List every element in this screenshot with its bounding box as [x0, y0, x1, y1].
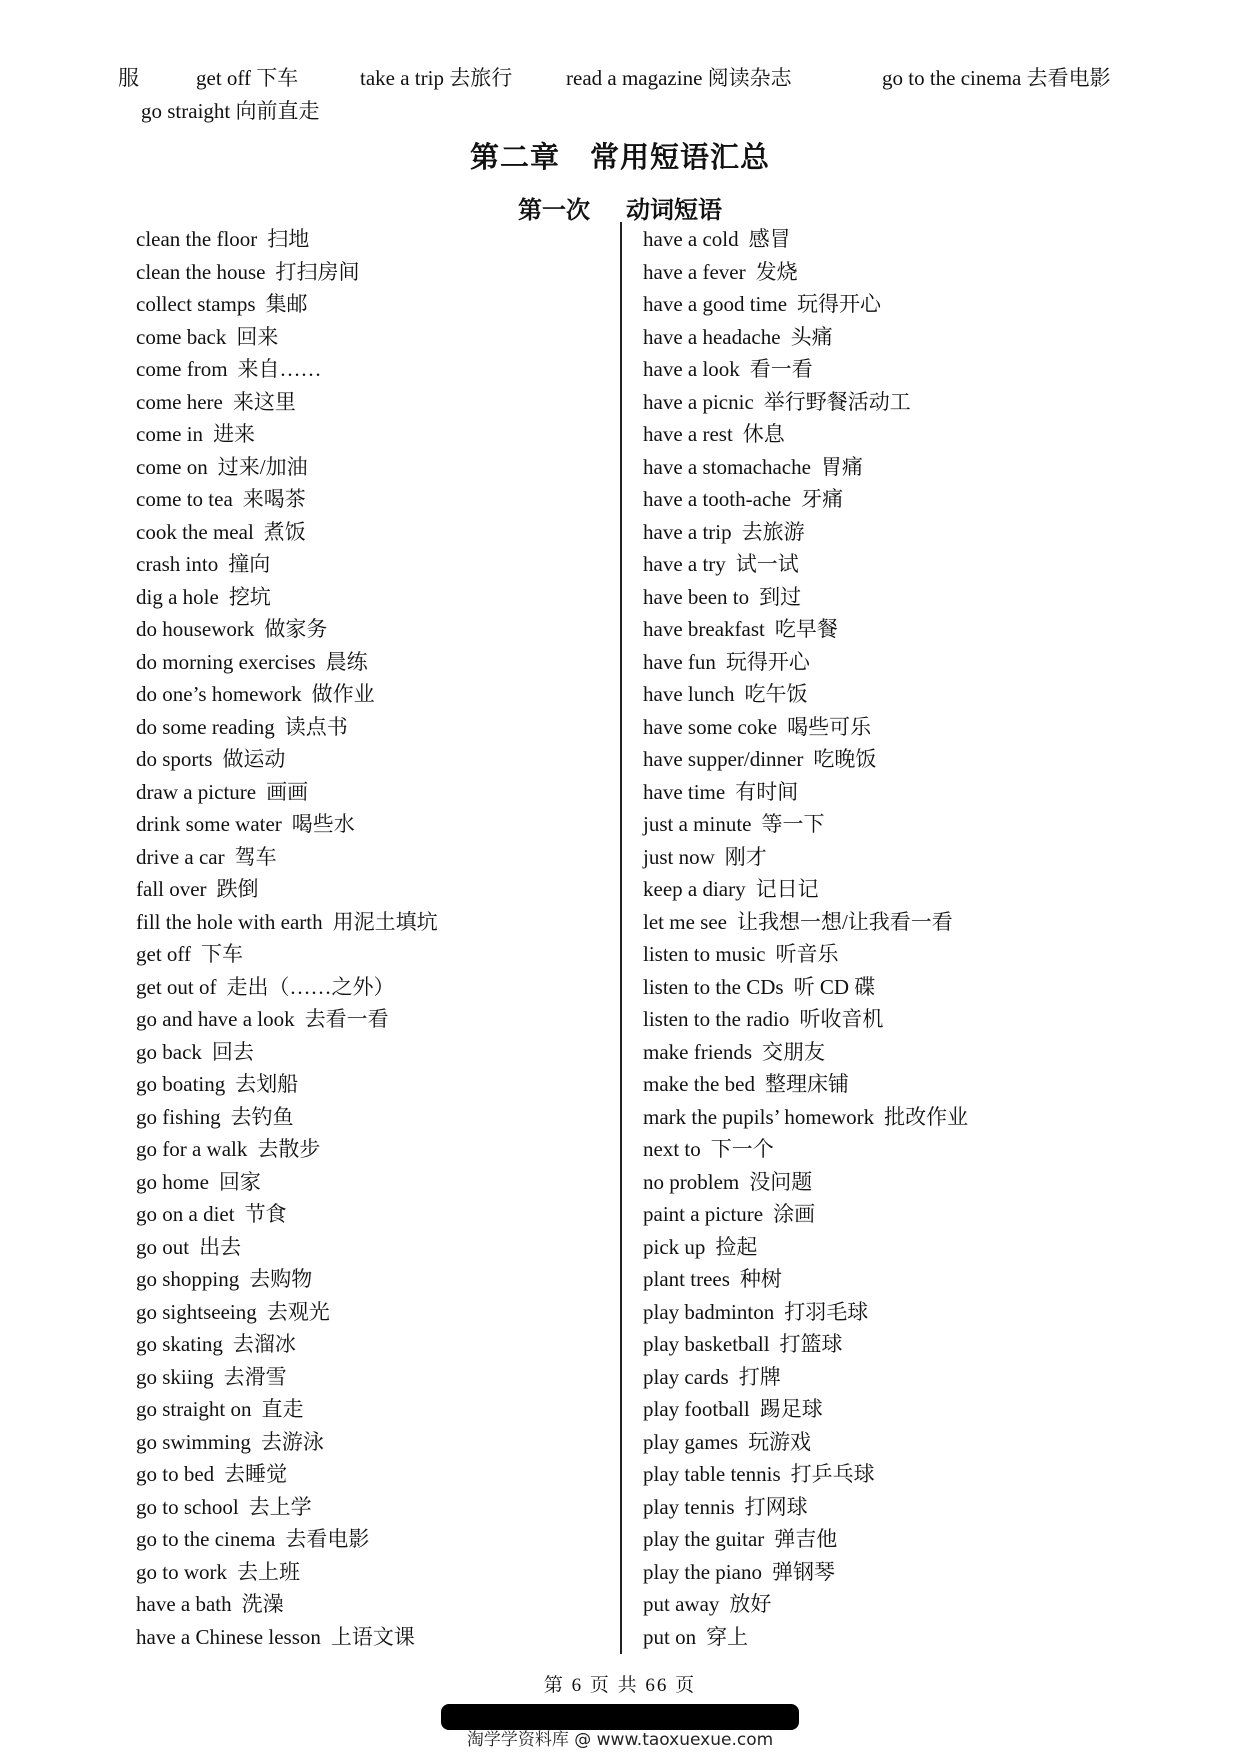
phrase-english: have a try: [643, 552, 726, 576]
phrase-english: play cards: [643, 1364, 729, 1389]
phrase-item: [643, 1231, 1143, 1264]
phrase-chinese: 打乒乓球: [790, 1462, 875, 1486]
phrase-english: come to tea: [136, 487, 233, 511]
page-number: 第 6 页 共 66 页: [543, 1675, 697, 1696]
phrase-item: [643, 1068, 1143, 1101]
phrase-item: [643, 386, 1143, 419]
phrase-english: do housework: [136, 617, 255, 641]
phrase-english: make friends: [643, 1039, 753, 1064]
phrase-english: have a good time: [643, 292, 788, 316]
phrase-chinese: 打网球: [744, 1494, 808, 1519]
phrase-item: [643, 1426, 1143, 1459]
phrase-english: do one’s homework: [136, 682, 302, 706]
phrase-english: dig a hole: [136, 584, 219, 609]
phrase-chinese: 回来: [236, 324, 279, 349]
phrase-item: [643, 581, 1143, 614]
phrase-english: collect stamps: [136, 292, 256, 316]
phrase-item: [643, 483, 1143, 516]
phrase-item: [643, 1198, 1143, 1231]
phrase-chinese: 去钓鱼: [230, 1104, 294, 1129]
top-item: take a trip 去旅行: [360, 66, 513, 90]
phrase-item: [136, 223, 636, 256]
phrase-item: [136, 1003, 636, 1036]
phrase-chinese: 用泥土填坑: [332, 909, 438, 934]
phrase-english: have a rest: [643, 422, 733, 446]
phrase-item: [136, 288, 636, 321]
phrase-item: [136, 483, 636, 516]
phrase-item: [136, 1101, 636, 1134]
phrase-item: [136, 321, 636, 354]
phrase-item: [643, 1328, 1143, 1361]
phrase-item: [643, 873, 1143, 906]
phrase-chinese: 撞向: [228, 552, 271, 576]
previous-page-tail: [0, 62, 1240, 92]
phrase-item: [643, 516, 1143, 549]
phrase-chinese: 捡起: [715, 1234, 758, 1259]
phrase-chinese: 晨练: [325, 649, 368, 674]
phrase-english: have lunch: [643, 682, 735, 706]
phrase-chinese: 煮饭: [263, 519, 306, 544]
phrase-item: [136, 938, 636, 971]
phrase-english: come from: [136, 357, 228, 381]
phrase-english: pick up: [643, 1234, 706, 1259]
top-item: read a magazine 阅读杂志: [566, 66, 792, 90]
phrase-chinese: 牙痛: [801, 487, 844, 511]
phrase-item: [643, 1361, 1143, 1394]
phrase-chinese: 玩游戏: [748, 1429, 812, 1454]
phrase-chinese: 头痛: [790, 324, 833, 349]
phrase-chinese: 弹吉他: [774, 1527, 838, 1551]
phrase-item: [136, 873, 636, 906]
phrase-english: make the bed: [643, 1072, 755, 1096]
phrase-item: [643, 1491, 1143, 1524]
phrase-chinese: 听 CD 碟: [793, 974, 876, 999]
phrase-chinese: 试一试: [735, 552, 799, 576]
phrase-english: go to bed: [136, 1462, 215, 1486]
phrase-item: [643, 711, 1143, 744]
phrase-chinese: 休息: [742, 422, 785, 446]
phrase-item: [643, 1263, 1143, 1296]
phrase-chinese: 去睡觉: [224, 1462, 288, 1486]
phrase-english: mark the pupils’ homework: [643, 1104, 875, 1129]
phrase-english: have a fever: [643, 259, 746, 284]
phrase-item: [136, 971, 636, 1004]
phrase-item: [136, 808, 636, 841]
phrase-chinese: 下一个: [710, 1137, 774, 1161]
phrase-chinese: 玩得开心: [797, 292, 882, 316]
phrase-item: [136, 386, 636, 419]
phrase-chinese: 上语文课: [330, 1624, 415, 1649]
phrase-item: [136, 1523, 636, 1556]
phrase-item: [136, 1556, 636, 1589]
phrase-english: play games: [643, 1429, 739, 1454]
phrase-chinese: 感冒: [748, 227, 791, 251]
phrase-item: [643, 808, 1143, 841]
phrase-english: put on: [643, 1624, 697, 1649]
phrase-chinese: 发烧: [755, 259, 798, 284]
phrase-chinese: 过来/加油: [217, 454, 308, 479]
phrase-chinese: 去上班: [237, 1559, 300, 1584]
phrase-item: [136, 581, 636, 614]
phrase-item: [643, 321, 1143, 354]
phrase-chinese: 去购物: [249, 1267, 313, 1291]
phrase-english: come on: [136, 454, 208, 479]
phrase-english: go swimming: [136, 1429, 251, 1454]
left-phrase-column: [136, 223, 636, 1653]
phrase-english: keep a diary: [643, 877, 746, 901]
phrase-chinese: 去滑雪: [223, 1364, 287, 1389]
phrase-english: have a look: [643, 357, 740, 381]
phrase-english: go to school: [136, 1494, 239, 1519]
phrase-chinese: 挖坑: [228, 584, 271, 609]
phrase-chinese: 有时间: [735, 779, 799, 804]
phrase-item: [136, 516, 636, 549]
top-item: go to the cinema 去看电影: [882, 66, 1111, 90]
phrase-item: [136, 1361, 636, 1394]
phrase-english: clean the floor: [136, 227, 258, 251]
phrase-english: go on a diet: [136, 1202, 235, 1226]
phrase-item: [643, 256, 1143, 289]
phrase-english: have fun: [643, 649, 716, 674]
phrase-chinese: 种树: [739, 1267, 782, 1291]
phrase-chinese: 吃晚饭: [813, 747, 877, 771]
phrase-item: [136, 646, 636, 679]
phrase-chinese: 放好: [729, 1592, 772, 1616]
phrase-english: play the guitar: [643, 1527, 765, 1551]
phrase-chinese: 进来: [213, 422, 256, 446]
phrase-item: [136, 1491, 636, 1524]
phrase-english: go home: [136, 1169, 209, 1194]
phrase-chinese: 去散步: [257, 1137, 321, 1161]
phrase-chinese: 去看一看: [304, 1007, 389, 1031]
phrase-english: have a trip: [643, 519, 732, 544]
top-item: go straight 向前直走: [141, 99, 320, 123]
phrase-english: just now: [643, 844, 715, 869]
phrase-chinese: 记日记: [755, 877, 819, 901]
phrase-english: no problem: [643, 1169, 740, 1194]
phrase-item: [136, 613, 636, 646]
phrase-english: come back: [136, 324, 227, 349]
phrase-chinese: 吃早餐: [774, 617, 838, 641]
phrase-english: do some reading: [136, 714, 275, 739]
phrase-chinese: 去看电影: [285, 1527, 370, 1551]
phrase-chinese: 看一看: [749, 357, 813, 381]
phrase-item: [136, 711, 636, 744]
phrase-english: crash into: [136, 552, 219, 576]
phrase-chinese: 回去: [211, 1039, 254, 1064]
phrase-english: fall over: [136, 877, 207, 901]
phrase-chinese: 集邮: [265, 292, 308, 316]
phrase-english: have breakfast: [643, 617, 765, 641]
phrase-item: [136, 841, 636, 874]
phrase-english: go fishing: [136, 1104, 221, 1129]
phrase-item: [136, 418, 636, 451]
phrase-chinese: 直走: [261, 1397, 304, 1421]
phrase-chinese: 胃痛: [820, 454, 863, 479]
phrase-chinese: 来自……: [237, 357, 322, 381]
phrase-item: [136, 1133, 636, 1166]
phrase-chinese: 批改作业: [884, 1104, 969, 1129]
phrase-item: [136, 1426, 636, 1459]
phrase-item: [643, 353, 1143, 386]
phrase-chinese: 涂画: [773, 1202, 816, 1226]
phrase-item: [136, 1068, 636, 1101]
phrase-item: [643, 1393, 1143, 1426]
phrase-chinese: 听音乐: [775, 942, 839, 966]
phrase-item: [136, 776, 636, 809]
phrase-chinese: 做运动: [222, 747, 286, 771]
phrase-chinese: 让我想一想/让我看一看: [736, 909, 953, 934]
phrase-english: have a bath: [136, 1592, 232, 1616]
phrase-item: [136, 1263, 636, 1296]
phrase-chinese: 洗澡: [241, 1592, 284, 1616]
phrase-chinese: 弹钢琴: [771, 1559, 835, 1584]
phrase-chinese: 穿上: [706, 1624, 749, 1649]
section-number: 第一次: [518, 198, 590, 224]
phrase-english: have a Chinese lesson: [136, 1624, 321, 1649]
phrase-item: [136, 1036, 636, 1069]
phrase-chinese: 读点书: [284, 714, 348, 739]
phrase-english: play table tennis: [643, 1462, 781, 1486]
phrase-english: do sports: [136, 747, 213, 771]
phrase-english: do morning exercises: [136, 649, 316, 674]
phrase-item: [136, 1296, 636, 1329]
column-divider: [620, 222, 622, 1654]
phrase-english: cook the meal: [136, 519, 254, 544]
phrase-item: [136, 1328, 636, 1361]
phrase-item: [136, 451, 636, 484]
phrase-chinese: 去旅游: [741, 519, 805, 544]
phrase-item: [643, 906, 1143, 939]
phrase-english: go straight on: [136, 1397, 252, 1421]
phrase-english: go out: [136, 1234, 190, 1259]
phrase-english: play tennis: [643, 1494, 735, 1519]
phrase-english: play badminton: [643, 1299, 775, 1324]
phrase-english: put away: [643, 1592, 720, 1616]
phrase-chinese: 去上学: [248, 1494, 312, 1519]
phrase-item: [643, 1003, 1143, 1036]
phrase-english: clean the house: [136, 259, 266, 284]
phrase-chinese: 刚才: [724, 844, 767, 869]
phrase-item: [643, 1166, 1143, 1199]
phrase-item: [136, 743, 636, 776]
phrase-english: drive a car: [136, 844, 225, 869]
phrase-chinese: 听收音机: [799, 1007, 884, 1031]
phrase-item: [136, 548, 636, 581]
phrase-english: go sightseeing: [136, 1299, 257, 1324]
phrase-chinese: 整理床铺: [764, 1072, 849, 1096]
phrase-chinese: 来这里: [232, 389, 296, 414]
right-phrase-column: [643, 223, 1143, 1653]
phrase-item: [643, 1588, 1143, 1621]
phrase-english: have time: [643, 779, 726, 804]
phrase-chinese: 回家: [218, 1169, 261, 1194]
section-title: [0, 190, 1240, 225]
phrase-item: [643, 1133, 1143, 1166]
phrase-item: [643, 1458, 1143, 1491]
phrase-item: [643, 971, 1143, 1004]
phrase-item: [136, 1231, 636, 1264]
phrase-item: [136, 1393, 636, 1426]
phrase-english: listen to the radio: [643, 1007, 790, 1031]
phrase-item: [643, 288, 1143, 321]
phrase-item: [643, 678, 1143, 711]
phrase-chinese: 到过: [759, 584, 802, 609]
phrase-item: [643, 548, 1143, 581]
phrase-chinese: 来喝茶: [242, 487, 306, 511]
phrase-english: get off: [136, 942, 192, 966]
phrase-chinese: 喝些可乐: [787, 714, 872, 739]
phrase-english: play basketball: [643, 1332, 770, 1356]
phrase-chinese: 举行野餐活动工: [763, 389, 911, 414]
phrase-english: listen to music: [643, 942, 766, 966]
phrase-english: play football: [643, 1397, 750, 1421]
phrase-english: go for a walk: [136, 1137, 248, 1161]
phrase-english: go to work: [136, 1559, 227, 1584]
phrase-english: play the piano: [643, 1559, 762, 1584]
phrase-chinese: 去游泳: [260, 1429, 324, 1454]
phrase-item: [136, 906, 636, 939]
phrase-english: go skiing: [136, 1364, 214, 1389]
phrase-english: get out of: [136, 974, 217, 999]
phrase-english: draw a picture: [136, 779, 257, 804]
phrase-chinese: 玩得开心: [725, 649, 810, 674]
phrase-chinese: 去划船: [235, 1072, 299, 1096]
phrase-item: [643, 223, 1143, 256]
phrase-english: plant trees: [643, 1267, 730, 1291]
top-item: 服: [118, 66, 139, 90]
phrase-chinese: 驾车: [234, 844, 277, 869]
phrase-item: [643, 776, 1143, 809]
phrase-english: go and have a look: [136, 1007, 295, 1031]
phrase-item: [136, 1198, 636, 1231]
phrase-chinese: 做作业: [311, 682, 375, 706]
phrase-english: fill the hole with earth: [136, 909, 323, 934]
phrase-chinese: 去观光: [266, 1299, 330, 1324]
phrase-chinese: 交朋友: [762, 1039, 826, 1064]
phrase-item: [643, 451, 1143, 484]
phrase-english: just a minute: [643, 812, 752, 836]
phrase-chinese: 节食: [244, 1202, 287, 1226]
phrase-chinese: 去溜冰: [232, 1332, 296, 1356]
phrase-english: drink some water: [136, 812, 282, 836]
phrase-chinese: 扫地: [267, 227, 310, 251]
phrase-item: [136, 678, 636, 711]
phrase-english: have been to: [643, 584, 750, 609]
phrase-item: [643, 1621, 1143, 1654]
phrase-english: listen to the CDs: [643, 974, 784, 999]
phrase-chinese: 下车: [201, 942, 244, 966]
phrase-chinese: 打篮球: [779, 1332, 843, 1356]
phrase-english: have a cold: [643, 227, 739, 251]
phrase-english: go boating: [136, 1072, 226, 1096]
phrase-item: [136, 1166, 636, 1199]
phrase-chinese: 打扫房间: [275, 259, 360, 284]
phrase-chinese: 画画: [266, 779, 309, 804]
phrase-english: go shopping: [136, 1267, 240, 1291]
phrase-item: [136, 1588, 636, 1621]
phrase-english: come here: [136, 389, 223, 414]
phrase-item: [643, 646, 1143, 679]
phrase-item: [643, 1556, 1143, 1589]
phrase-item: [643, 841, 1143, 874]
phrase-chinese: 喝些水: [291, 812, 355, 836]
phrase-item: [643, 938, 1143, 971]
phrase-english: have a stomachache: [643, 454, 811, 479]
phrase-item: [136, 353, 636, 386]
phrase-chinese: 打牌: [738, 1364, 781, 1389]
phrase-item: [136, 256, 636, 289]
watermark: 淘学学资料库 @ www.taoxuexue.com: [466, 1730, 774, 1750]
phrase-chinese: 吃午饭: [744, 682, 808, 706]
phrase-english: come in: [136, 422, 204, 446]
phrase-english: go skating: [136, 1332, 223, 1356]
chapter-title: 第二章 常用短语汇总: [469, 142, 770, 174]
phrase-chinese: 踢足球: [759, 1397, 823, 1421]
phrase-item: [643, 418, 1143, 451]
phrase-english: let me see: [643, 909, 727, 934]
phrase-english: paint a picture: [643, 1202, 764, 1226]
phrase-item: [643, 1523, 1143, 1556]
top-item: get off 下车: [196, 66, 299, 90]
section-name: 动词短语: [626, 198, 722, 224]
phrase-english: have some coke: [643, 714, 778, 739]
phrase-chinese: 打羽毛球: [784, 1299, 869, 1324]
phrase-chinese: 等一下: [761, 812, 825, 836]
phrase-item: [643, 1296, 1143, 1329]
phrase-item: [136, 1621, 636, 1654]
phrase-item: [136, 1458, 636, 1491]
phrase-item: [643, 1101, 1143, 1134]
phrase-chinese: 做家务: [264, 617, 328, 641]
phrase-chinese: 没问题: [749, 1169, 813, 1194]
phrase-english: next to: [643, 1137, 701, 1161]
phrase-item: [643, 613, 1143, 646]
phrase-english: have a picnic: [643, 389, 754, 414]
phrase-english: have supper/dinner: [643, 747, 804, 771]
phrase-chinese: 走出（……之外）: [226, 974, 395, 999]
phrase-english: go to the cinema: [136, 1527, 276, 1551]
phrase-chinese: 出去: [199, 1234, 242, 1259]
phrase-item: [643, 743, 1143, 776]
phrase-item: [643, 1036, 1143, 1069]
phrase-english: have a headache: [643, 324, 781, 349]
phrase-english: have a tooth-ache: [643, 487, 792, 511]
phrase-english: go back: [136, 1039, 202, 1064]
phrase-chinese: 跌倒: [216, 877, 259, 901]
